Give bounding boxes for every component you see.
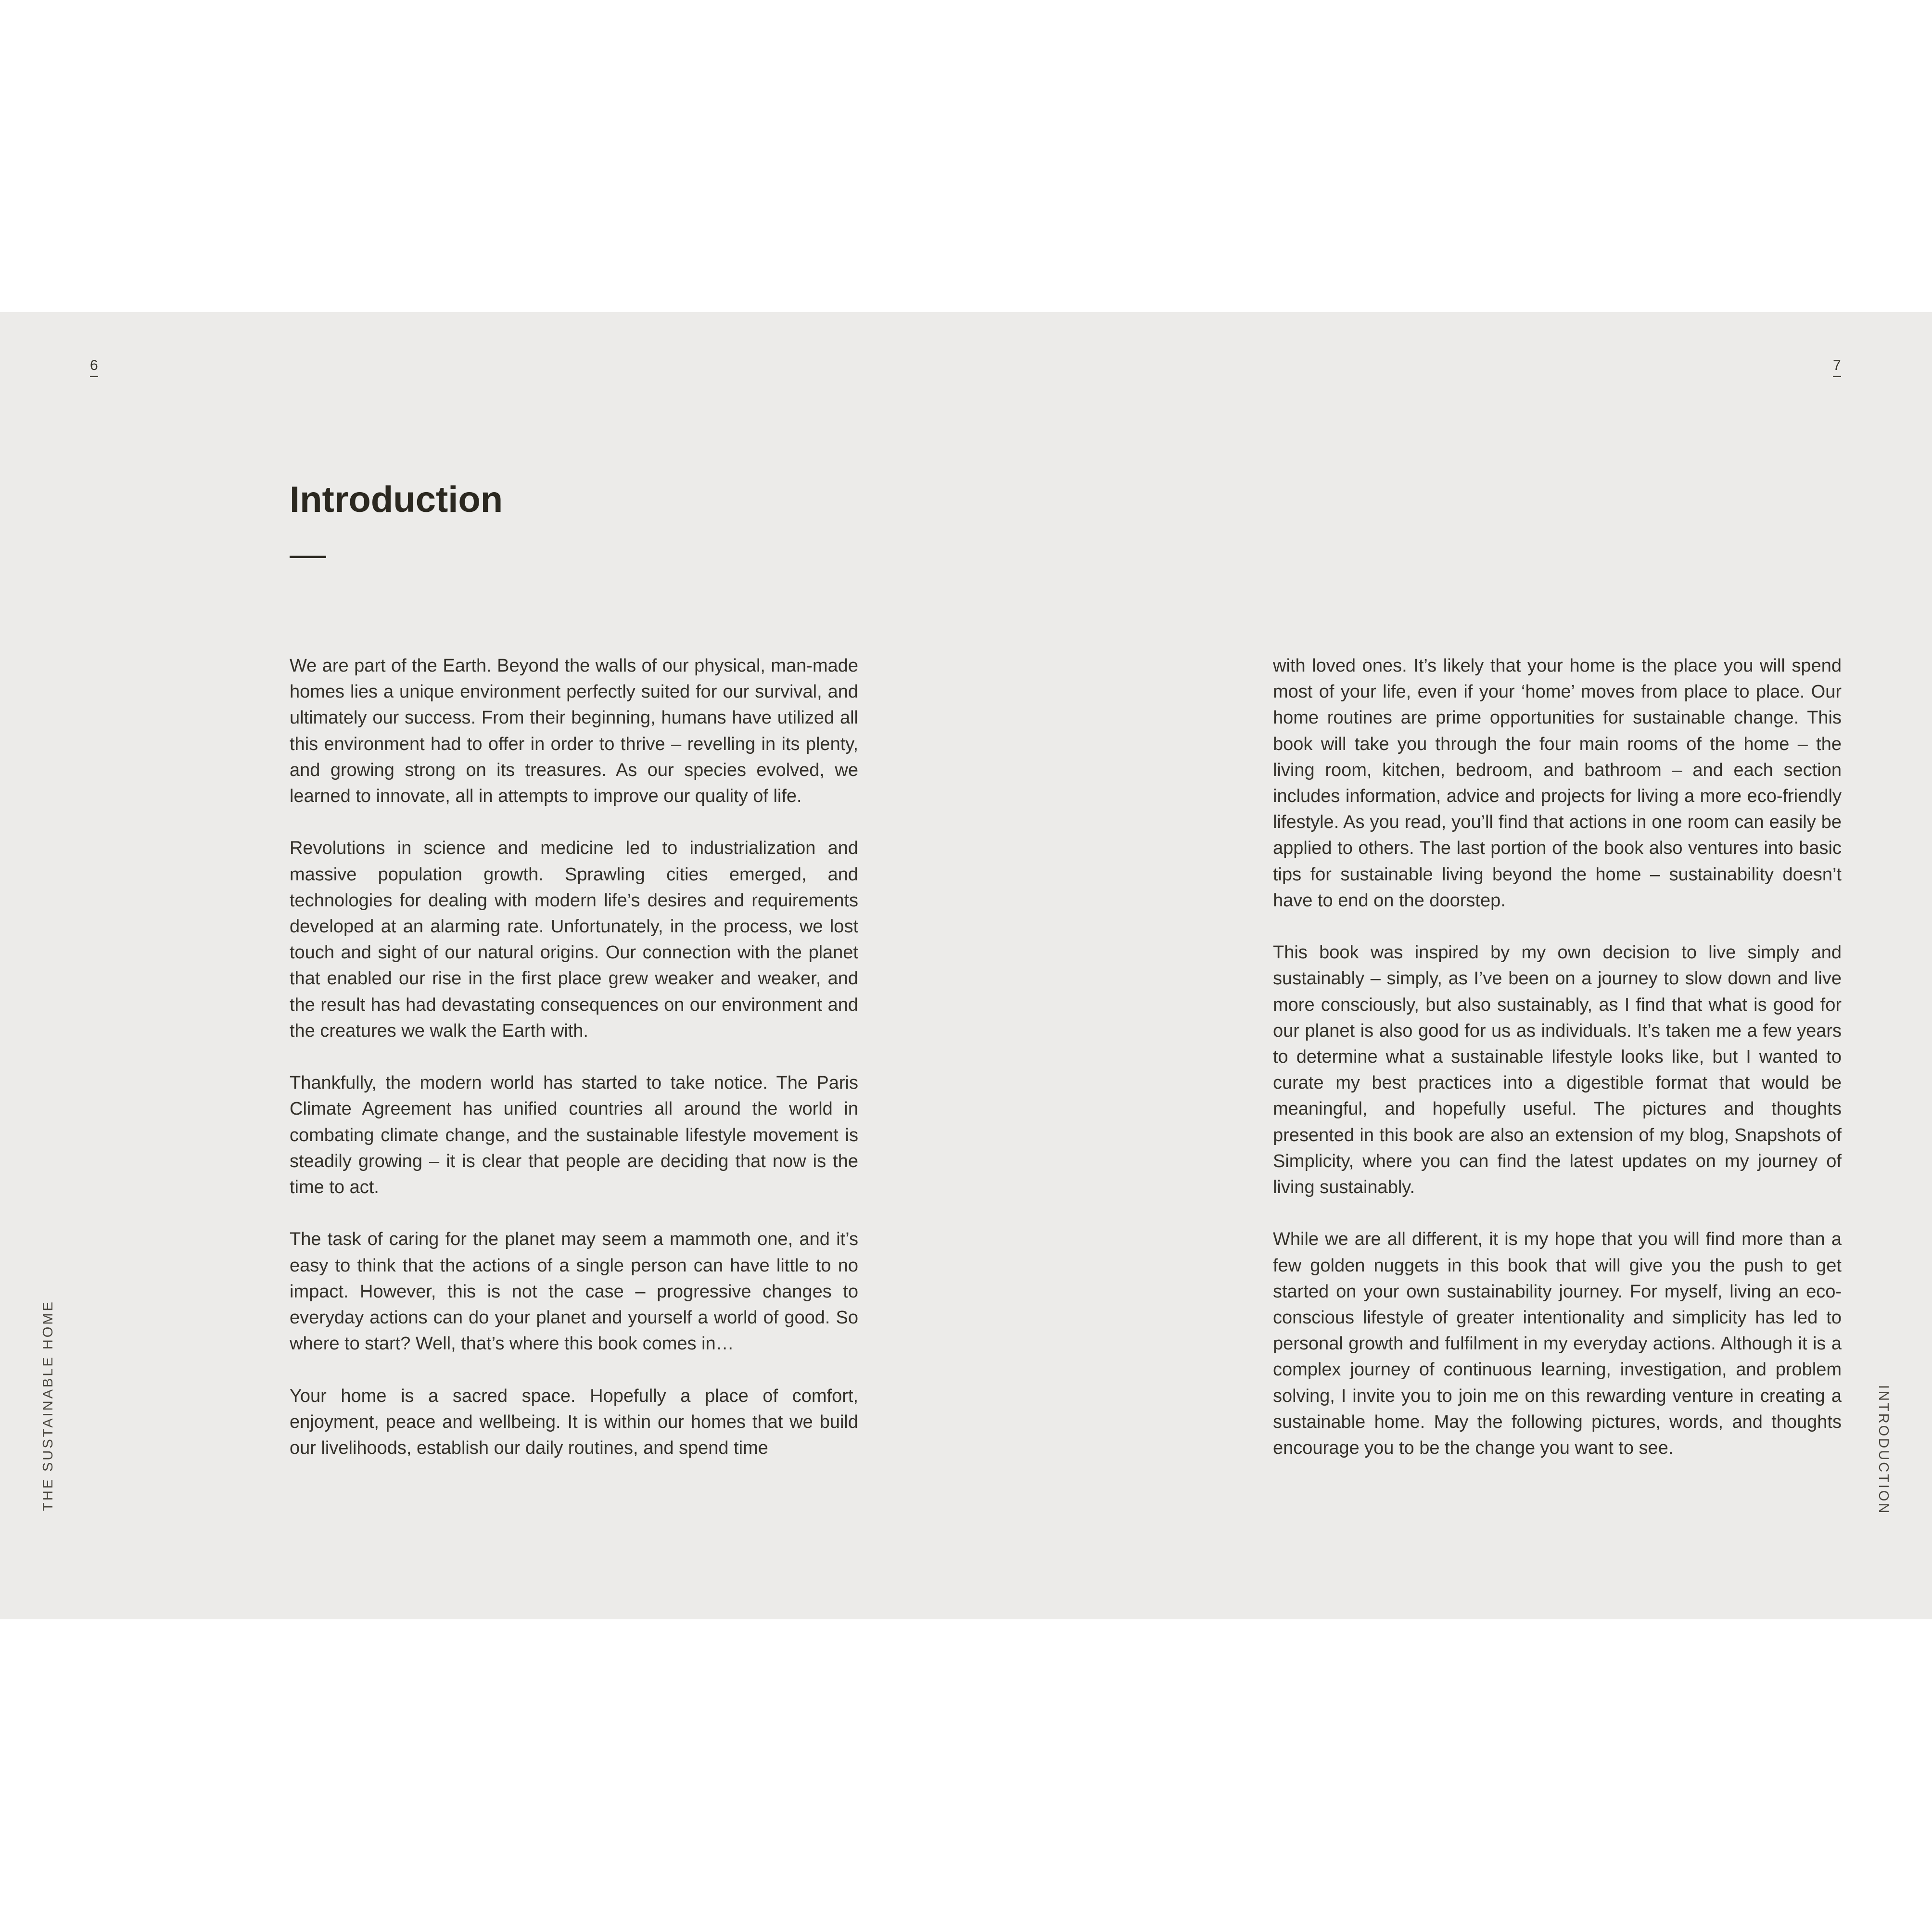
running-head-book-title: THE SUSTAINABLE HOME bbox=[40, 1300, 56, 1511]
right-text-column bbox=[1273, 653, 1842, 1461]
running-head-chapter: INTRODUCTION bbox=[1876, 1385, 1891, 1515]
left-text-column bbox=[290, 653, 858, 1461]
page-number-left: 6 bbox=[90, 358, 98, 377]
paragraph: The task of caring for the planet may seem a mammoth one, and it’s easy to think that the actions of a single person can have little to no impact. However, this is not the case – progressive changes to everyday actions can do your planet and yourself a world of good. So where to start? Well, that’s where this book comes in… bbox=[290, 1229, 858, 1354]
chapter-title: Introduction bbox=[290, 479, 503, 520]
paragraph: with loved ones. It’s likely that your home is the place you will spend most of your life, even if your ‘home’ moves from place to place. Our home routines are prime opportunities for sustainable change. This book will take you through the four main rooms of the home – the living room, kitchen, bedroom, and bathroom – and each section includes information, advice and projects for living a more eco-friendly lifestyle. As you read, you’ll find that actions in one room can easily be applied to others. The last portion of the book also ventures into basic tips for sustainable living beyond the home – sustainability doesn’t have to end on the doorstep. bbox=[1273, 656, 1842, 911]
paragraph: Revolutions in science and medicine led to industrialization and massive population growth. Sprawling cities emerged, and technologies for dealing with modern life’s desires and requirements developed at an alarming rate. Unfortunately, in the process, we lost touch and sight of our natural origins. Our connection with the planet that enabled our rise in the first place grew weaker and weaker, and the result has had devastating consequences on our environment and the creatures we walk the Earth with. bbox=[290, 838, 858, 1041]
paragraph: This book was inspired by my own decision to live simply and sustainably – simply, as I’ve been on a journey to slow down and live more consciously, but also sustainably, as I find that what is good for our planet is also good for us as individuals. It’s taken me a few years to determine what a sustainable lifestyle looks like, but I wanted to curate my best practices into a digestible format that would be meaningful, and hopefully useful. The pictures and thoughts presented in this book are also an extension of my blog, Snapshots of Simplicity, where you can find the latest updates on my journey of living sustainably. bbox=[1273, 942, 1842, 1198]
page-number-right: 7 bbox=[1833, 358, 1841, 377]
title-rule bbox=[290, 556, 326, 558]
paragraph: We are part of the Earth. Beyond the walls of our physical, man-made homes lies a unique environment perfectly suited for our survival, and ultimately our success. From their beginning, humans have utilized all this environment had to offer in order to thrive – revelling in its plenty, and growing strong on its treasures. As our species evolved, we learned to innovate, all in attempts to improve our quality of life. bbox=[290, 656, 858, 807]
paragraph: Your home is a sacred space. Hopefully a place of comfort, enjoyment, peace and wellbeing. It is within our homes that we build our livelihoods, establish our daily routines, and spend time bbox=[290, 1385, 858, 1459]
book-spread bbox=[0, 312, 1932, 1619]
paragraph: Thankfully, the modern world has started to take notice. The Paris Climate Agreement has unified countries all around the world in combating climate change, and the sustainable lifestyle movement is steadily growing – it is clear that people are deciding that now is the time to act. bbox=[290, 1073, 858, 1198]
paragraph: While we are all different, it is my hope that you will find more than a few golden nuggets in this book that will give you the push to get started on your own sustainability journey. For myself, living an eco-conscious lifestyle of greater intentionality and simplicity has led to personal growth and fulfilment in my everyday actions. Although it is a complex journey of continuous learning, investigation, and problem solving, I invite you to join me on this rewarding venture in creating a sustainable home. May the following pictures, words, and thoughts encourage you to be the change you want to see. bbox=[1273, 1229, 1842, 1459]
